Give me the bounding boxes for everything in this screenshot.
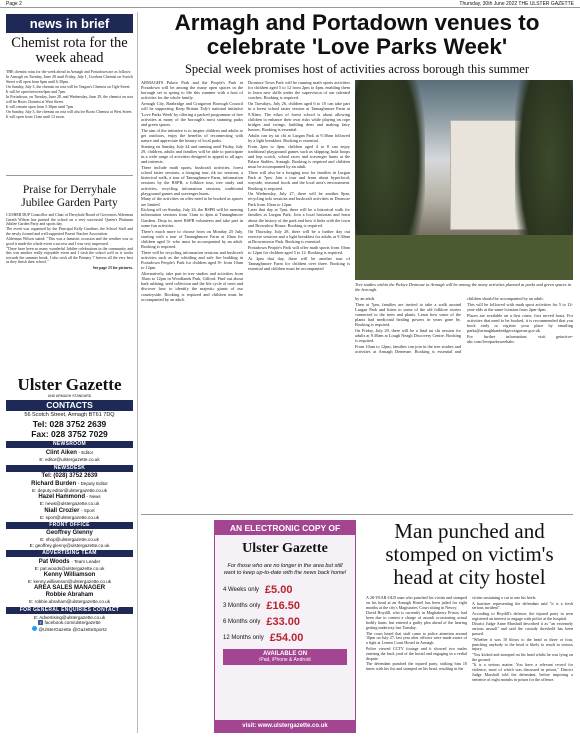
deputy-name: Richard Burden	[31, 480, 77, 487]
chemist-rota-story	[6, 36, 133, 176]
app-badge	[223, 649, 347, 665]
newsdesk-bar: NEWSDESK	[6, 465, 133, 472]
office-email[interactable]: E: shop@ulstergazette.co.uk	[40, 537, 99, 542]
lead-standfirst: Special week promises host of activities across borough this summer	[184, 62, 530, 76]
see-page-link[interactable]: See page 23 for pictures.	[92, 265, 133, 270]
adv2-name: Kenny Williamson	[43, 571, 96, 578]
page-number: Page 2	[6, 0, 22, 7]
platforms-label: iPad, iPhone & Android	[259, 657, 311, 663]
newsdesk-tel[interactable]: Tel: (028) 3752 2639	[41, 472, 98, 479]
area-label: AREA SALES MANAGER	[33, 585, 106, 591]
price-12-months[interactable]: 12 Months only £54.00	[223, 632, 304, 644]
deputy-email[interactable]: E: deputy.editor@ulstergazette.co.uk	[31, 487, 108, 493]
reporter-role: - News	[86, 494, 101, 499]
reporter-name: Hazel Hammond	[38, 494, 85, 500]
page-date: Thursday, 30th June 2022 THE ULSTER GAZETTE	[459, 0, 574, 7]
editor-email[interactable]: E: editor@ulstergazette.co.uk	[39, 457, 100, 462]
deputy-role: - Deputy Editor	[77, 480, 108, 486]
masthead-sub: AND ARMAGH STANDARD	[47, 394, 92, 398]
facebook-link[interactable]: facebook.com/ulstergazette	[44, 620, 101, 625]
adv-name: Pat Woods	[38, 559, 70, 565]
adv2-email[interactable]: E: kenny.williamson@ulstergazette.co.uk	[27, 578, 112, 584]
fax: Fax: 028 3752 7029	[31, 429, 108, 439]
court-column-1: A 28-YEAR-OLD man who punched his victim and stomped on his head at an Armagh Hostel has been jailed for eight months at the city's Magistrates' Court sitting in Newry. David Hoydill, who is currently in Maghaberry Prison, had been due to contest a charge of assault occasioning actual bodily harm, but entered a guilty plea ahead of the hearing getting underway last Tuesday. The court heard that staff came to police attention around 10pm on July 27, last year after officers were made aware of a fight at Lenten Court Hostel in Armagh. Police viewed CCTV footage and it showed two males entering the back yard of the hostel and engaging in a verbal dispute. The defendant punched the injured party, striking him 10 times with his fist and stomped on his head, resulting in the	[366, 596, 467, 672]
photo-caption: Tree studies within the Palace Demesne in Armagh will be among the many activities planned at parks and green spaces in the borough.	[355, 282, 572, 293]
telephone[interactable]: Tel: 028 3752 2639	[32, 419, 107, 429]
lead-column-3: by an adult. Then at 7pm, families are invited to take a walk around Lurgan Park and listen to some of the old folklore stories connected to the trees and plants. Learn how some of the plants had medicinal healing powers in years gone by. Booking is required. On Friday, July 29, there will be a final tai chi session for adults at 9.30am at Lough Neagh Discovery Centre. Booking is required. From 10am to 12pm, families can join in the tree studies and activities at Armagh Demesne. Booking is essential and children should be accompanied by an adult. This will be followed with math sport activities for 5 to 12-year-olds at the same location from 2pm-4pm. Places are available on a first come, first served basis. For activities that need to be booked, it is recommended that you book early to register your place by emailing parks@armaghbanbridgecraigavon.gov.uk For further information, visit getactive-abc.com/loveparksweekabc	[355, 296, 573, 355]
adv-email[interactable]: E: pat.woods@ulstergazette.co.uk	[34, 566, 105, 571]
lead-column-1: ARMAGH'S Palace Park and the People's Park in Portadown will be among the many open spaces in the borough set to spring to life this summer with a host of activities for the whole family. Armagh City, Banbridge and Craigavon Borough Council will be supporting Keep Britain Tidy's national initiative 'Love Parks Week' by offering a packed programme of free activities at many of the borough's most stunning parks and green spaces. The aim of the initiative is to inspire children and adults to get outdoors, enjoy the benefits of reconnecting with nature and appreciate the beauty of local parks. Starting on Sunday, July 24 and running until Friday, July 29, children, adults and families will be able to participate in a wide range of activities designed to appeal to all ages and interests. These include math sports, bushcraft activities, forest school taster sessions, a foraging tour, tik tac sessions, a historical walk, a tour of Tannaghmore Farm, information sessions by the RSPB, a folklore tour, tree study and activities, recycling information sessions, traditional playground games and scavenger hunts. Many of the activities on offer need to be booked as spaces are limited. Kicking off on Sunday, July 24, the RSPB will be running information sessions from 11am to 4pm at Tannaghmore Gardens. Drop in, meet RSPB volunteers and take part in some fun activities. There's much more to choose from on Monday 25 July, starting with a tour of Tannaghmore Farm at 10am for children aged 3+ who must be accompanied by an adult. Booking is required. There will be recycling information sessions and bushcraft activities such as the whittling and safe fire building in Portadown People's Park for children aged 8+ from 10am to 12pm. Alternatively, take part in tree studies and activities from 10am to 12pm in Woodlands Park, Gilford. Find out about bark rubbing, seed collection and the life cycle of trees and discover how to identify the majestic giants of our countryside. Booking is required and children must be accompanied by an adult.	[141, 80, 243, 302]
column-divider	[137, 12, 138, 733]
sport-name: Niall Crozier	[44, 507, 80, 514]
contacts-title: CONTACTS	[6, 400, 133, 411]
subscription-ad[interactable]	[214, 520, 356, 733]
section-rule	[141, 514, 573, 515]
office-name: Geoffrey Glenny	[46, 530, 93, 536]
twitter-link[interactable]: @UlsterGazette @GazetteSport2	[38, 626, 107, 632]
lead-headline: Armagh and Portadown venues to celebrate 'Love Parks Week'	[174, 10, 540, 59]
price-6-months[interactable]: 6 Months only £33.00	[223, 616, 301, 628]
reporter-email[interactable]: E: news@ulstergazette.co.uk	[39, 501, 100, 506]
derryhale-story	[6, 180, 133, 372]
area-name: Robbie Abraham	[45, 592, 94, 598]
area-email[interactable]: E: robbie.abraham@ulstergazette.co.uk	[28, 599, 110, 604]
general-email[interactable]: E: Advertising@ulstergazette.co.uk	[33, 614, 106, 620]
editor-role: - Editor	[78, 450, 94, 455]
advertising-bar: ADVERTISING TEAM	[6, 550, 133, 557]
story-headline: Praise for Derryhale Jubilee Garden Party	[21, 184, 118, 209]
adv-role: - Team Leader	[71, 559, 101, 564]
price-3-months[interactable]: 3 Months only £16.50	[223, 600, 301, 612]
court-story-headline: Man punched and stomped on victim's head at city hostel	[385, 519, 554, 589]
sport-email[interactable]: E: sport@ulstergazette.co.uk	[39, 514, 100, 520]
facebook-icon: f	[40, 620, 42, 625]
story-headline: Chemist rota for the week ahead	[11, 35, 128, 66]
contacts-panel	[6, 376, 133, 733]
court-column-2: victim sustaining a cut to one his heels. A barrister representing the defendant said "it is a fresh serious incident". According to Hoydill's defence, the injured party in seen registered an interest to engage with police at the hospital. District Judge Anne Marshall described it as "an extremely serious assault" and said the custody threshold has been passed. "Whether it was 10 blows to the head or three or four, punching anybody to the head is likely to result in serious injury. "You kicked and stomped on his head whilst he was lying on the ground. "It is a serious matter. You have a relevant record for violence, most of which was discussed in prison," District Judge Marshall told the defendant, before imposing a sentence of eight months in prison for the offence.	[472, 596, 573, 683]
editor-name: Clint Aiken	[45, 450, 77, 456]
lead-column-2: Dromore Town Park will be running math sports activities for children aged 5 to 12 from 2pm to 4pm, enabling them to learn new skills under the supervision of our talented coaches. Booking is required. On Tuesdays, July 26, children aged 6 to 10 can take part in a forest school taster session at Tannaghmore Farm at 9.30am. The ethos of forest school is about allowing children to enhance their own risks while playing on rope bridges and swings, building dens and making fairy houses. Booking is essential. Adults can try tai chi at Lurgan Park at 9.30am followed by a light breakfast. Booking is essential. From 2pm to 4pm, children aged 4 to 8 can enjoy traditional playground games such as skipping, hula hoops and hop scotch, school races and scavenger hunts at the Palace Stables, Armagh. Booking is required and children must be accompanied by an adult. There will also be a foraging tour for families in Lurgan Park at 7pm. Join a tour and learn about hyperlocal, wayside, seasonal foods and the local area's environment. Booking is required. On Wednesday, July 27, there will be another 8pm, recycling info sessions and bushcraft activities in Dromore Park from 10am to 12pm. Later that day at 7pm, there will be a historical walk for families at Lurgan Park. Join a local historian and learn about the history of the park and how it links with the town and Brownlow House. Booking is required. On Thursday, July 28, there will be a further day out exercise sessions and a light breakfast for adults at 9.30am at Brownstown Park. Booking is essential. Portadown People's Park will offer math sports from 10am to 12pm for children aged 5 to 12. Booking is required. At 2pm that day, there will be another tour of Tannaghmore Farm for children over three. Booking is essential and children must be accompanied	[248, 80, 350, 271]
gazette-masthead: Ulster Gazette	[17, 375, 122, 394]
front-office-bar: FRONT OFFICE	[6, 522, 133, 529]
lawn-shape	[355, 235, 573, 280]
story-body: CUSHER DUP Councillor and Chair of Derryhale Board of Governors Alderman Gareth Wilson has praised the school on a very successful Queen's Platinum Jubilee Garden Party and sports day. The event was organised by the Principal Kelly Gardiner, the School Staff and the newly formed and well supported Parent Teacher Association. Alderman Wilson stated: "This was a fantastic occasion and the weather was so good it made the whole event a success and I was very impressed. "There have been so many wonderful Jubilee celebrations in the community and this was another really enjoyable event and I wish the school well as it works towards the summer break. I also wish all the Primary 7 leavers all the very best as they finish their school." See page 23 for pictures.	[6, 213, 133, 270]
park-house-photo	[355, 80, 573, 280]
ad-headline: AN ELECTRONIC COPY OF	[215, 521, 355, 535]
story-body: THE chemist rotas for the week ahead in Armagh and Portadown are as follows: In Armagh on Tuesday, June 28 until Friday, July 1, Gordons Chemist on Scotch Street will open from 6pm until 6.30pm. On Sunday, July 3, the chemist on rota will be Teagan's Chemist on Ogle Street. It will be open between 6pm and 7pm. In Portadown, on Tuesday, June 28, and Wednesday, June 29, the chemist on rota will be Boots Chemist at West Street. It will remain open from 5.30pm until 7pm. On Sunday, July 3, the chemist on rota will also be Boots Chemist at West Street. It will open from 11am until 12 noon.	[6, 70, 133, 119]
general-bar: FOR GENERAL ENQUIRIES CONTACT	[6, 607, 133, 614]
ad-brand: Ulster Gazette	[242, 541, 328, 556]
sport-role: - Sport	[81, 507, 95, 513]
page-header	[0, 0, 580, 8]
twitter-icon	[32, 626, 37, 631]
visit-link[interactable]: visit: www.ulstergazette.co.uk	[215, 720, 355, 732]
price-4-weeks[interactable]: 4 Weeks only £5.00	[223, 584, 293, 596]
ad-tagline: For those who are no longer in the area but still want to keep up-to-date with the news back home!	[223, 563, 347, 576]
available-label: AVAILABLE ON	[262, 651, 308, 657]
news-in-brief-banner: news in brief	[6, 14, 133, 33]
address: 56 Scotch Street, Armagh BT61 7DQ	[24, 412, 115, 418]
office-email-2[interactable]: E: geoffrey.glenny@ulstergazette.co.uk	[29, 542, 110, 548]
newsroom-bar: NEWSROOM	[6, 441, 133, 448]
